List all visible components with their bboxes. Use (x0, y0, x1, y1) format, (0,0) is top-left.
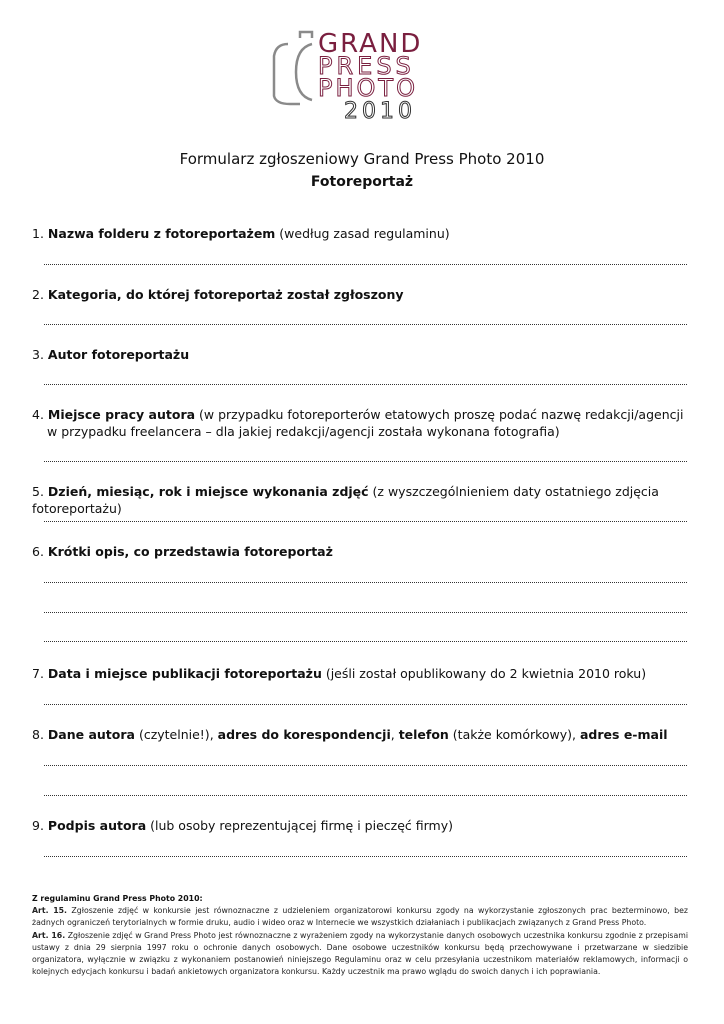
answer-line-5[interactable] (44, 521, 687, 522)
answer-line-8b[interactable] (44, 795, 687, 796)
regulations-footer (32, 893, 688, 978)
footer-heading: Z regulaminu Grand Press Photo 2010: (32, 894, 203, 903)
question-9: 9. Podpis autora (lub osoby reprezentującej firmę i pieczęć firmy) (32, 818, 453, 833)
camera-outline-icon (274, 32, 312, 104)
answer-line-4[interactable] (44, 461, 687, 462)
answer-line-6b[interactable] (44, 612, 687, 613)
logo-photo: PHOTO (318, 74, 418, 102)
grand-press-photo-logo (0, 0, 724, 130)
logo-year: 2010 (344, 99, 416, 124)
form-subtitle: Fotoreportaż (310, 174, 414, 190)
footer-art15: Art. 15. Zgłoszenie zdjęć w konkursie jest równoznaczne z udzieleniem organizatorowi konkursu zgody na wykorzystanie zgłoszonych prac bezterminowo, bez żadnych ograniczeń terytorialnych w formie druku, audio i wideo oraz w Internecie we wszystkich działaniach i publikacjach związanych z Grand Press Photo. (32, 906, 688, 928)
question-5: 5. Dzień, miesiąc, rok i miejsce wykonania zdjęć (z wyszczególnieniem daty ostatniego zdjęcia fotoreportażu) (32, 484, 659, 516)
question-8: 8. Dane autora (czytelnie!), adres do korespondencji, telefon (także komórkowy), adres e-mail (32, 727, 668, 742)
logo-grand: GRAND (318, 29, 423, 59)
question-2: 2. Kategoria, do której fotoreportaż został zgłoszony (32, 287, 404, 302)
answer-line-2[interactable] (44, 324, 687, 325)
answer-line-7[interactable] (44, 704, 687, 705)
answer-line-3[interactable] (44, 384, 687, 385)
question-1: 1. Nazwa folderu z fotoreportażem (według zasad regulaminu) (32, 226, 450, 241)
footer-art16: Art. 16. Zgłoszenie zdjęć w Grand Press Photo jest równoznaczne z wyrażeniem zgody na wykorzystanie danych osobowych uczestnika konkursu zgodnie z przepisami ustawy z dnia 29 sierpnia 1997 roku o ochronie danych osobowych. Dane osobowe uczestników konkursu będą przechowywane i przetwarzane w siedzibie organizatora, wyłącznie w związku z wykonaniem postanowień niniejszego Regulaminu oraz w celu przesyłania uczestnikom materiałów reklamowych, informacji o kolejnych edycjach konkursu i badań ankietowych organizatora konkursu. Każdy uczestnik ma prawo wglądu do swoich danych i ich poprawiania. (32, 930, 688, 977)
question-3: 3. Autor fotoreportażu (32, 347, 190, 362)
question-7: 7. Data i miejsce publikacji fotoreportażu (jeśli został opublikowany do 2 kwietnia 2010 roku) (32, 666, 647, 681)
question-6: 6. Krótki opis, co przedstawia fotoreportaż (32, 544, 333, 559)
question-4: 4. Miejsce pracy autora (w przypadku fotoreporterów etatowych proszę podać nazwę redakcji/agencji w przypadku freelancera – dla jakiej redakcji/agencji została wykonana fotografia) (32, 407, 684, 439)
answer-line-8a[interactable] (44, 765, 687, 766)
answer-line-6c[interactable] (44, 641, 687, 642)
form-title: Formularz zgłoszeniowy Grand Press Photo 2010 (179, 150, 545, 168)
answer-line-1[interactable] (44, 264, 687, 265)
logo-press: PRESS (318, 52, 415, 80)
answer-line-6a[interactable] (44, 582, 687, 583)
answer-line-9[interactable] (44, 856, 687, 857)
